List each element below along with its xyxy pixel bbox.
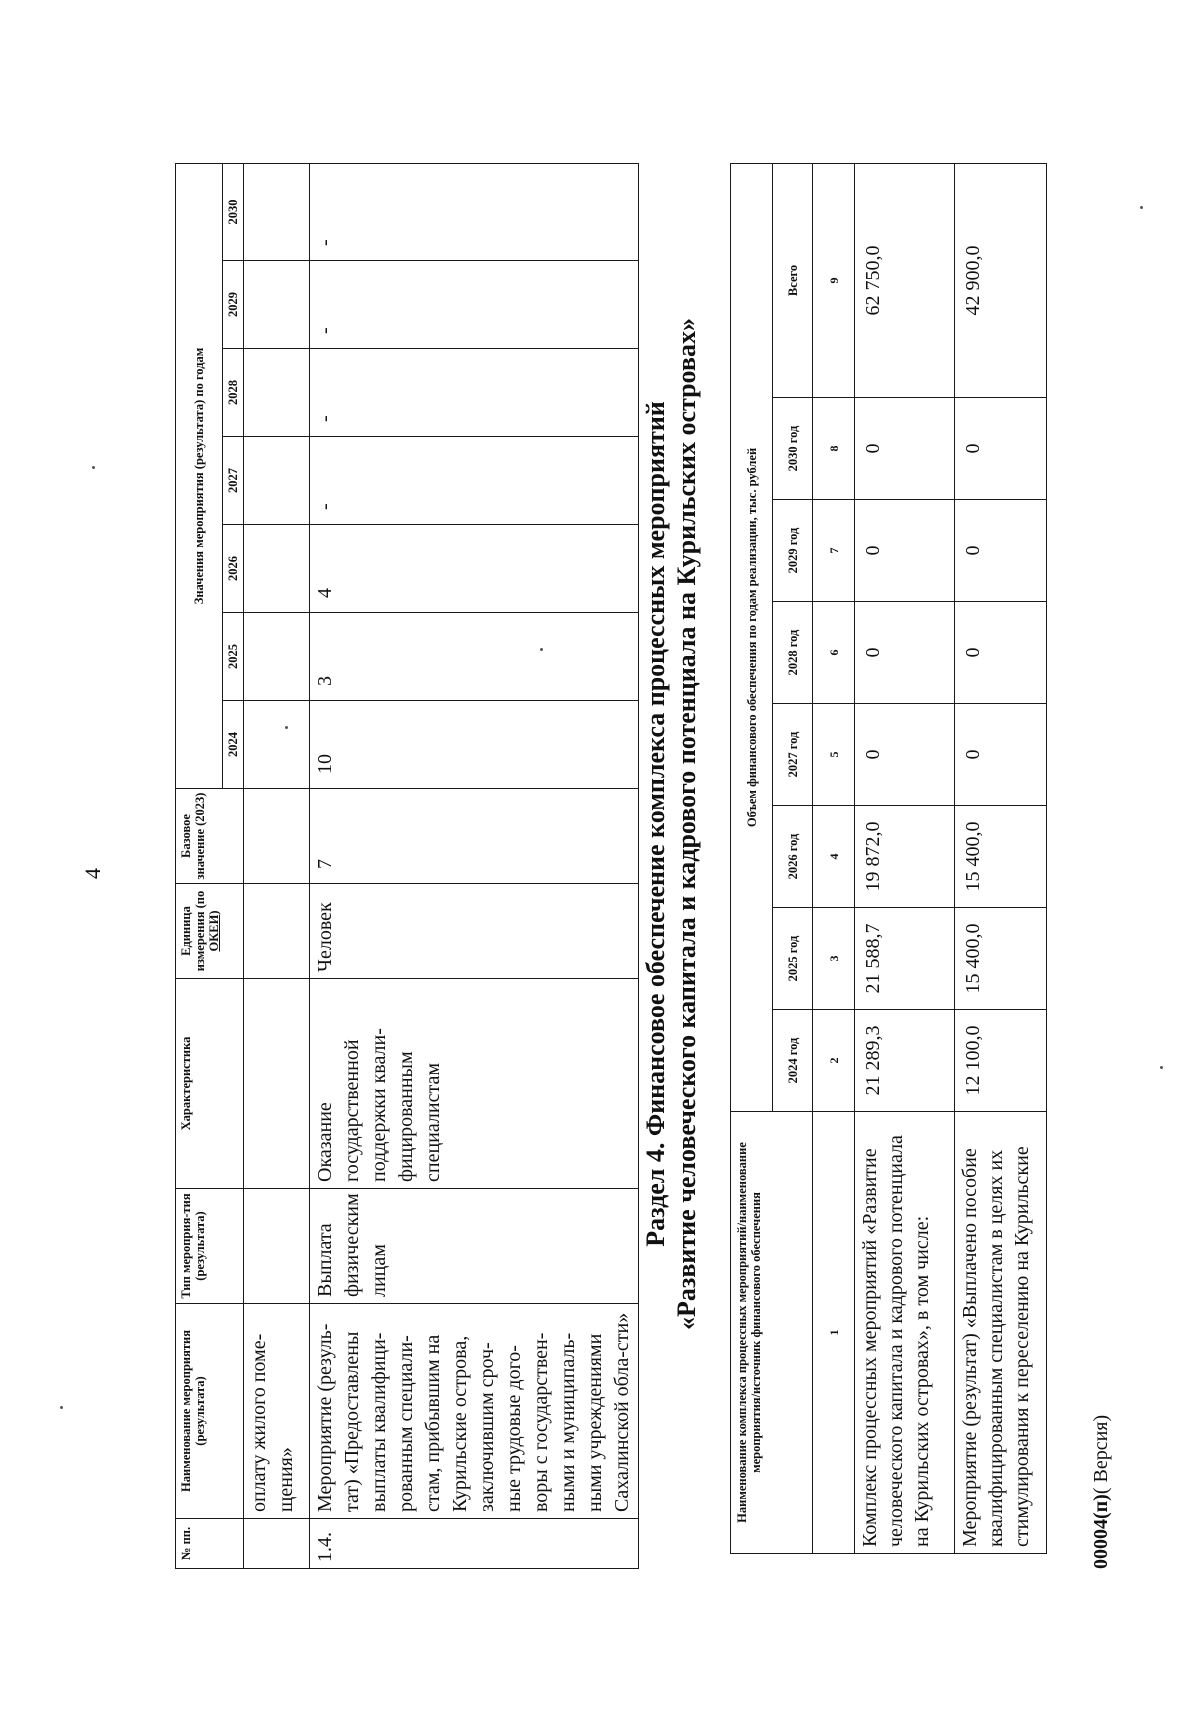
header-name: Наименование комплекса процессных мероприятий/наименование мероприятия/источник финансового обеспечения	[731, 1112, 813, 1554]
row-value: 0	[955, 602, 1047, 704]
row-value: 0	[955, 704, 1047, 806]
row-num	[244, 1519, 310, 1569]
section-title-line2: «Развитие человеческого капитала и кадрового потенциала на Курильских островах»	[672, 318, 701, 1330]
header-year: 2028 год	[773, 602, 813, 704]
row-value: 19 872,0	[855, 806, 955, 908]
column-number: 2	[813, 1010, 855, 1112]
column-number: 9	[813, 163, 855, 397]
column-number: 6	[813, 602, 855, 704]
row-value: 21 289,3	[855, 1010, 955, 1112]
scan-speck	[285, 726, 288, 729]
row-characteristic: Оказание государственной поддержки квали-фицированным специалистам	[310, 979, 639, 1189]
header-year: 2025 год	[773, 908, 813, 1010]
section-title	[640, 119, 702, 1529]
row-value: -	[310, 163, 639, 260]
section-title-line1: Раздел 4. Финансовое обеспечение комплекса процессных мероприятий	[641, 401, 670, 1247]
header-type: Тип мероприя-тия (результата)	[176, 1189, 244, 1304]
header-year: 2025	[223, 613, 244, 701]
scan-speck	[540, 648, 543, 651]
row-base: 7	[310, 789, 639, 884]
table-row	[310, 163, 639, 1568]
column-number: 3	[813, 908, 855, 1010]
row-value: -	[310, 261, 639, 349]
header-year: 2027	[223, 437, 244, 525]
financing-table	[730, 163, 1047, 1554]
scan-speck	[1160, 1066, 1163, 1069]
row-total: 62 750,0	[855, 163, 955, 397]
header-year: 2030 год	[773, 398, 813, 500]
header-year: 2027 год	[773, 704, 813, 806]
row-value: 0	[955, 500, 1047, 602]
row-name: оплату жилого поме-щения»	[244, 1304, 310, 1519]
header-year: 2026 год	[773, 806, 813, 908]
row-name: Мероприятие (результат) «Выплачено пособие квалифицированным специалистам в целях их стимулирования к переселению на Курильские	[955, 1112, 1047, 1554]
header-year: 2026	[223, 525, 244, 613]
column-number: 8	[813, 398, 855, 500]
table-row	[855, 163, 955, 1553]
header-values-group: Значения мероприятия (результата) по годам	[176, 163, 223, 788]
row-type: Выплата физическим лицам	[310, 1189, 639, 1304]
scan-speck	[92, 466, 95, 469]
row-value: 0	[855, 704, 955, 806]
header-year: 2029	[223, 261, 244, 349]
footer-code: 00004(п)( Версия)	[1090, 1414, 1112, 1569]
row-name: Мероприятие (резуль-тат) «Предоставлены выплаты квалифици-рованным специали-стам, прибывшим на Курильские острова, заключившим сроч-ные трудовые дого-воры с государствен-ными и муниципаль-ными учреждениями Сахалинской обла-сти»	[310, 1304, 639, 1519]
header-year: 2024 год	[773, 1010, 813, 1112]
row-unit: Человек	[310, 884, 639, 979]
header-unit: Единица измерения (по ОКЕИ)	[176, 884, 244, 979]
header-year: 2028	[223, 349, 244, 437]
header-year: 2030	[223, 163, 244, 260]
column-number: 1	[813, 1112, 855, 1554]
row-value: 0	[955, 398, 1047, 500]
scan-speck	[60, 1406, 63, 1409]
row-total: 42 900,0	[955, 163, 1047, 397]
row-value: -	[310, 349, 639, 437]
header-characteristic: Характеристика	[176, 979, 244, 1189]
scan-speck	[1140, 206, 1143, 209]
row-value: 15 400,0	[955, 908, 1047, 1010]
row-num: 1.4.	[310, 1519, 639, 1569]
row-value: 21 588,7	[855, 908, 955, 1010]
row-value: 12 100,0	[955, 1010, 1047, 1112]
row-value: 0	[855, 398, 955, 500]
header-total: Всего	[773, 163, 813, 397]
column-number: 4	[813, 806, 855, 908]
header-num: № пп.	[176, 1519, 244, 1569]
header-year: 2029 год	[773, 500, 813, 602]
column-number: 7	[813, 500, 855, 602]
row-value: 4	[310, 525, 639, 613]
row-value: 10	[310, 701, 639, 789]
column-number: 5	[813, 704, 855, 806]
row-value: -	[310, 437, 639, 525]
header-base: Базовое значение (2023)	[176, 789, 244, 884]
header-group: Объем финансового обеспечения по годам реализации, тыс. рублей	[731, 163, 773, 1111]
row-value: 3	[310, 613, 639, 701]
page-number: 4	[80, 868, 105, 879]
row-value: 0	[855, 500, 955, 602]
row-value: 15 400,0	[955, 806, 1047, 908]
measures-table	[175, 163, 639, 1569]
table-row	[244, 163, 310, 1568]
header-name: Наименование мероприятия (результата)	[176, 1304, 244, 1519]
table-row	[955, 163, 1047, 1553]
row-value: 0	[855, 602, 955, 704]
header-year: 2024	[223, 701, 244, 789]
row-name: Комплекс процессных мероприятий «Развитие человеческого капитала и кадрового потенциала на Курильских островах», в том числе:	[855, 1112, 955, 1554]
